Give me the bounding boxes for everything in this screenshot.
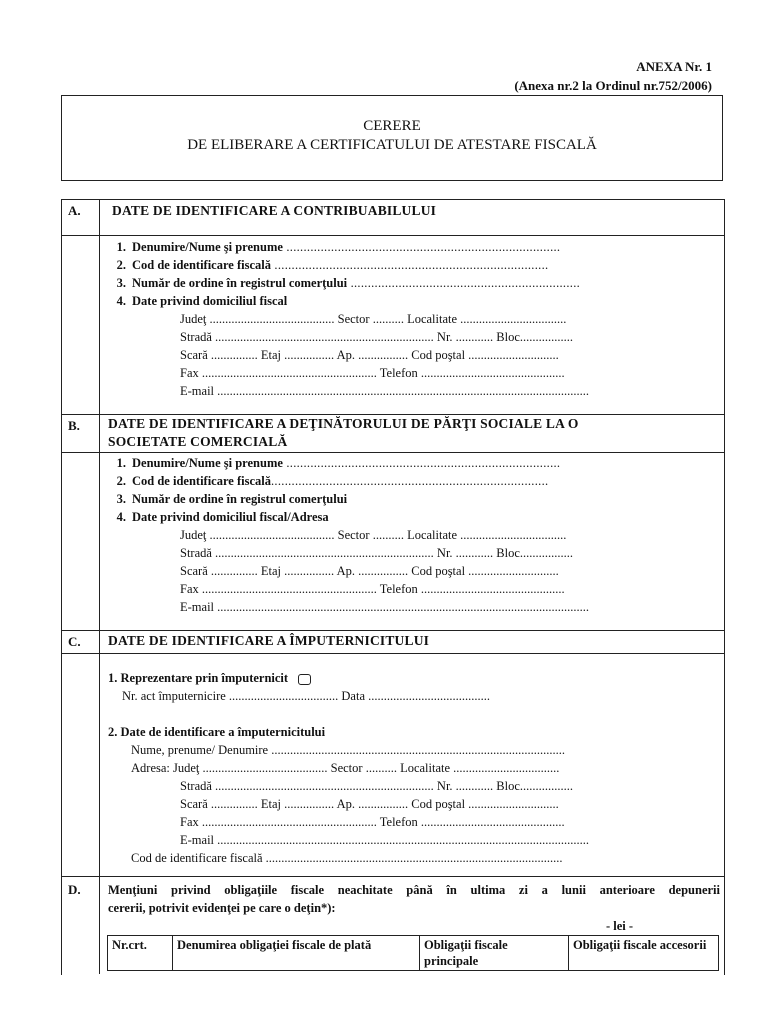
- proxy-fax-line: Fax ........................................................ Telefon ..............................................: [180, 815, 565, 829]
- annex-reference: (Anexa nr.2 la Ordinul nr.752/2006): [514, 78, 712, 93]
- section-b-email-line: E-mail .......................................................................................................................: [180, 600, 590, 614]
- item-label: Cod de identificare fiscală: [132, 474, 271, 488]
- section-a-title: DATE DE IDENTIFICARE A CONTRIBUABILULUI: [112, 203, 437, 218]
- section-b-item-4: [100, 508, 329, 526]
- section-b-item-3: [100, 490, 347, 508]
- section-b-item-1: [100, 454, 560, 472]
- proxy-id-label: 2. Date de identificare a împuternicitului: [108, 725, 326, 739]
- section-b-strada-line: Stradă ...................................................................... Nr. ............ Bloc.................: [180, 546, 574, 560]
- item-number: 4.: [116, 510, 126, 524]
- column-header-principal: Obligaţii fiscale principale: [420, 936, 569, 971]
- representation-checkbox[interactable]: [298, 674, 311, 685]
- item-label: Cod de identificare fiscală: [132, 258, 271, 272]
- item-number: 1.: [116, 240, 126, 254]
- section-a-item-2: [100, 256, 548, 274]
- proxy-address-line: Adresa: Judeţ ........................................ Sector .......... Localitate ..................................: [131, 761, 560, 775]
- item-number: 2.: [116, 474, 126, 488]
- divider-d-top: [61, 876, 725, 877]
- section-a-item-1: [100, 238, 560, 256]
- proxy-strada-line: Stradă ...................................................................... Nr. ............ Bloc.................: [180, 779, 574, 793]
- item-dots: ...................................................................: [347, 276, 581, 290]
- item-number: 3.: [116, 276, 126, 290]
- item-number: 4.: [116, 294, 126, 308]
- divider-b-top: [61, 414, 725, 415]
- item-dots: ................................................................................: [282, 240, 561, 254]
- letter-column-divider: [99, 199, 100, 974]
- section-c-title: DATE DE IDENTIFICARE A ÎMPUTERNICITULUI: [108, 633, 430, 648]
- proxy-email-line: E-mail .......................................................................................................................: [180, 833, 590, 847]
- section-a-item-3: [100, 274, 580, 292]
- item-dots: ................................................................................: [282, 456, 561, 470]
- proxy-scara-line: Scară ............... Etaj ................ Ap. ................ Cod poştal .............................: [180, 797, 559, 811]
- section-d-text-line1: Menţiuni privind obligaţiile fiscale neachitate până în ultima zi a lunii anterioare depunerii: [108, 883, 720, 897]
- form-subtitle: DE ELIBERARE A CERTIFICATULUI DE ATESTARE FISCALĂ: [187, 137, 597, 153]
- annex-label: ANEXA Nr. 1: [636, 59, 712, 74]
- item-label: Număr de ordine în registrul comerţului: [132, 276, 348, 290]
- section-b-judet-line: Judeţ ........................................ Sector .......... Localitate ..................................: [180, 528, 567, 542]
- divider-c: [61, 653, 725, 654]
- section-b-fax-line: Fax ........................................................ Telefon ..............................................: [180, 582, 565, 596]
- section-a-strada-line: Stradă ...................................................................... Nr. ............ Bloc.................: [180, 330, 574, 344]
- column-header-name: Denumirea obligaţiei fiscale de plată: [173, 936, 420, 971]
- section-a-scara-line: Scară ............... Etaj ................ Ap. ................ Cod poştal .............................: [180, 348, 559, 362]
- section-a-fax-line: Fax ........................................................ Telefon ..............................................: [180, 366, 565, 380]
- divider-b: [61, 452, 725, 453]
- item-label: Date privind domiciliul fiscal/Adresa: [132, 510, 329, 524]
- section-a-judet-line: Judeţ ........................................ Sector .......... Localitate ..................................: [180, 312, 567, 326]
- item-number: 2.: [116, 258, 126, 272]
- section-b-letter: B.: [68, 418, 80, 433]
- item-label: Denumire/Nume şi prenume: [132, 456, 283, 470]
- proxy-name-line: Nume, prenume/ Denumire ..............................................................................................: [131, 743, 565, 757]
- column-header-accessory: Obligaţii fiscale accesorii: [569, 936, 719, 971]
- section-d-letter: D.: [68, 882, 81, 897]
- section-b-scara-line: Scară ............... Etaj ................ Ap. ................ Cod poştal .............................: [180, 564, 559, 578]
- item-label: Date privind domiciliul fiscal: [132, 294, 288, 308]
- section-a-item-4: [100, 292, 287, 310]
- divider-a: [61, 235, 725, 236]
- section-a-email-line: E-mail .......................................................................................................................: [180, 384, 590, 398]
- column-header-nr: Nr.crt.: [108, 936, 173, 971]
- section-b-title-line2: SOCIETATE COMERCIALĂ: [108, 434, 288, 449]
- table-header-row: [108, 936, 719, 971]
- item-dots: ................................................................................: [271, 258, 549, 272]
- obligations-table: [107, 935, 719, 971]
- representation-row: [108, 669, 311, 687]
- section-b-title-line1: DATE DE IDENTIFICARE A DEŢINĂTORULUI DE PĂRŢI SOCIALE LA O: [108, 416, 579, 431]
- representation-label: 1. Reprezentare prin împuternicit: [108, 671, 289, 685]
- item-number: 3.: [116, 492, 126, 506]
- section-a-letter: A.: [68, 203, 81, 218]
- currency-unit: - lei -: [606, 919, 634, 933]
- item-label: Număr de ordine în registrul comerţului: [132, 492, 348, 506]
- proxy-fiscal-code-line: Cod de identificare fiscală ...............................................................................................: [131, 851, 563, 865]
- form-title: CERERE: [363, 118, 421, 134]
- act-line: Nr. act împuternicire ................................... Data .......................................: [122, 689, 490, 703]
- item-label: Denumire/Nume şi prenume: [132, 240, 283, 254]
- section-c-letter: C.: [68, 634, 81, 649]
- item-dots: .................................................................................: [271, 474, 549, 488]
- item-number: 1.: [116, 456, 126, 470]
- section-b-item-2: [100, 472, 548, 490]
- section-d-text-line2: cererii, potrivit evidenţei pe care o deţin*):: [108, 901, 336, 915]
- divider-c-top: [61, 630, 725, 631]
